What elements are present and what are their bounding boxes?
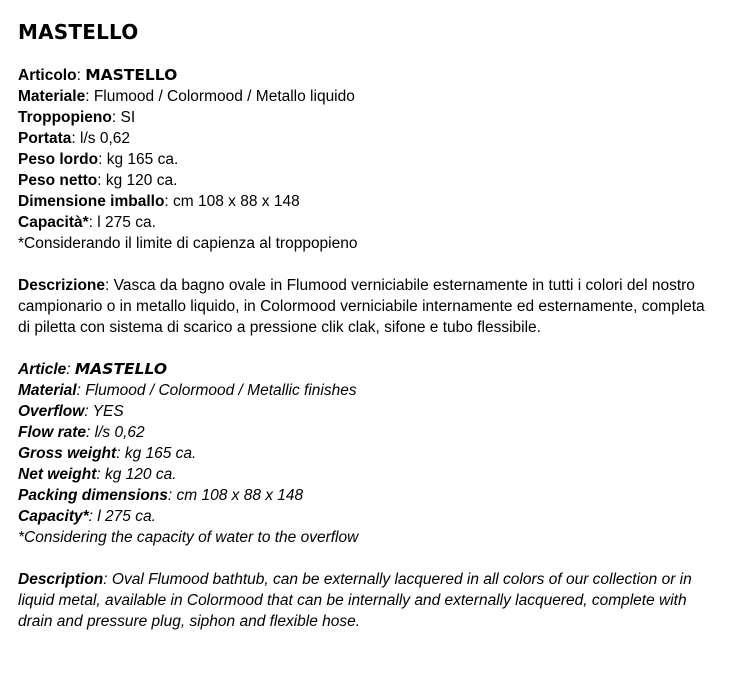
description-it: Descrizione: Vasca da bagno ovale in Flumood verniciabile esternamente in tutti i colori del nostro campionario o in metallo liquido, in Colormood verniciabile internamente ed esternamente, completa di piletta con sistema di scarico a pressione clik clak, sifone e tubo flessibile.: [18, 277, 705, 336]
spec-value: cm 108 x 88 x 148: [173, 193, 300, 210]
spec-label: Dimensione imballo: [18, 193, 165, 210]
spec-overflow-it: Troppopieno: SI: [18, 109, 136, 126]
spec-value: MASTELLO: [85, 66, 178, 84]
description-label: Description: [18, 571, 104, 588]
spec-capacity-en: Capacity*: l 275 ca.: [18, 508, 156, 525]
spec-gross-weight-en: Gross weight: kg 165 ca.: [18, 445, 197, 462]
spec-value: SI: [120, 109, 136, 126]
spec-value: YES: [92, 403, 124, 420]
spec-label: Peso lordo: [18, 151, 99, 168]
spec-value: kg 120 ca.: [105, 466, 177, 483]
spec-label: Troppopieno: [18, 109, 112, 126]
spec-flow-it: Portata: l/s 0,62: [18, 130, 131, 147]
spec-label: Gross weight: [18, 445, 117, 462]
spec-label: Articolo: [18, 67, 77, 84]
spec-flow-en: Flow rate: l/s 0,62: [18, 424, 145, 441]
spec-value: kg 120 ca.: [105, 172, 178, 189]
description-en: Description: Oval Flumood bathtub, can be externally lacquered in all colors of our collection or in liquid metal, available in Colormood that can be internally and externally lacquered, complete with drain and pressure plug, siphon and flexible hose.: [18, 571, 692, 630]
spec-label: Capacity*: [18, 508, 89, 525]
english-specs: [18, 359, 747, 548]
description-text: Oval Flumood bathtub, can be externally lacquered in all colors of our collection or in liquid metal, available in Colormood that can be internally and externally lacquered, complete with drain and pressure plug, siphon and flexible hose.: [18, 571, 692, 630]
spec-material-it: Materiale: Flumood / Colormood / Metallo liquido: [18, 88, 355, 105]
capacity-note-en: *Considering the capacity of water to the overflow: [18, 529, 359, 546]
spec-material-en: Material: Flumood / Colormood / Metallic finishes: [18, 382, 357, 399]
spec-value: MASTELLO: [74, 360, 167, 378]
spec-label: Net weight: [18, 466, 97, 483]
spec-net-weight-it: Peso netto: kg 120 ca.: [18, 172, 178, 189]
spec-value: kg 165 ca.: [124, 445, 197, 462]
spec-value: l/s 0,62: [94, 424, 145, 441]
spec-label: Article: [18, 361, 67, 378]
spec-value: Flumood / Colormood / Metallo liquido: [93, 88, 355, 105]
spec-value: l 275 ca.: [97, 214, 156, 231]
description-label: Descrizione: [18, 277, 106, 294]
spec-capacity-it: Capacità*: l 275 ca.: [18, 214, 156, 231]
spec-label: Flow rate: [18, 424, 87, 441]
spec-overflow-en: Overflow: YES: [18, 403, 124, 420]
spec-label: Packing dimensions: [18, 487, 168, 504]
spec-label: Peso netto: [18, 172, 98, 189]
spec-article-en: Article: MASTELLO: [18, 360, 167, 378]
spec-value: cm 108 x 88 x 148: [176, 487, 304, 504]
spec-label: Capacità*: [18, 214, 89, 231]
spec-label: Material: [18, 382, 77, 399]
spec-label: Materiale: [18, 88, 86, 105]
spec-net-weight-en: Net weight: kg 120 ca.: [18, 466, 177, 483]
page-title: MASTELLO: [18, 20, 139, 44]
spec-gross-weight-it: Peso lordo: kg 165 ca.: [18, 151, 179, 168]
description-text: Vasca da bagno ovale in Flumood verniciabile esternamente in tutti i colori del nostro campionario o in metallo liquido, in Colormood verniciabile internamente ed esternamente, completa di piletta con sistema di scarico a pressione clik clak, sifone e tubo flessibile.: [18, 277, 705, 336]
spec-label: Portata: [18, 130, 72, 147]
spec-article-it: Articolo: MASTELLO: [18, 66, 178, 84]
spec-packing-en: Packing dimensions: cm 108 x 88 x 148: [18, 487, 304, 504]
spec-value: kg 165 ca.: [106, 151, 179, 168]
spec-label: Overflow: [18, 403, 85, 420]
spec-packing-it: Dimensione imballo: cm 108 x 88 x 148: [18, 193, 300, 210]
capacity-note-it: *Considerando il limite di capienza al troppopieno: [18, 235, 358, 252]
italian-specs: [18, 65, 747, 254]
spec-value: Flumood / Colormood / Metallic finishes: [85, 382, 357, 399]
spec-value: l 275 ca.: [97, 508, 156, 525]
spec-value: l/s 0,62: [80, 130, 131, 147]
